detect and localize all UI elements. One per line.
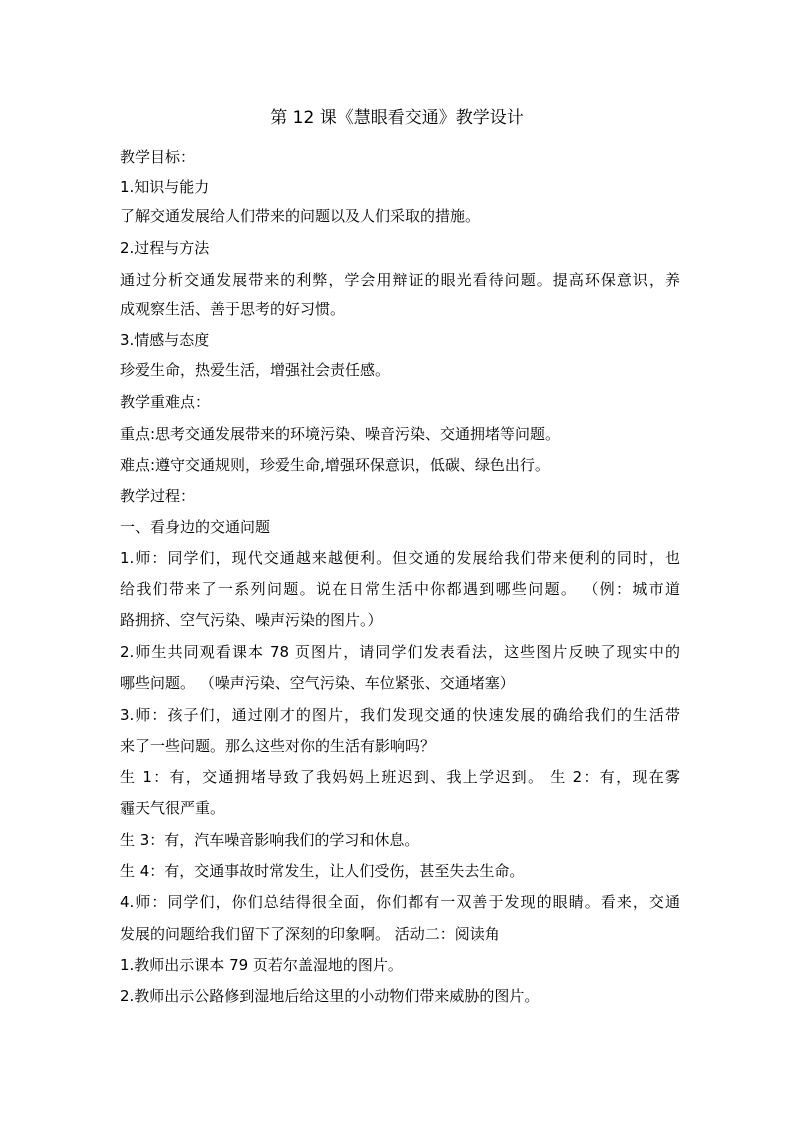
paragraph-line: 珍爱生命，热爱生活，增强社会责任感。 (120, 361, 391, 379)
paragraph-line: 1.教师出示课本 79 页若尔盖湿地的图片。 (120, 956, 403, 974)
paragraph-line: 霾天气很严重。 (120, 799, 226, 817)
section-heading-objectives: 教学目标： (120, 148, 196, 166)
paragraph-line: 4.师：同学们，你们总结得很全面，你们都有一双善于发现的眼睛。看来，交通 (120, 893, 680, 911)
paragraph-line: 2.师生共同观看课本 78 页图片，请同学们发表看法，这些图片反映了现实中的 (120, 643, 680, 661)
section-heading-process: 教学过程： (120, 487, 196, 505)
paragraph-line: 哪些问题。 （噪声污染、空气污染、车位紧张、交通堵塞） (120, 674, 515, 692)
paragraph-line: 成观察生活、善于思考的好习惯。 (120, 300, 346, 318)
paragraph-line: 发展的问题给我们留下了深刻的印象啊。 活动二：阅读角 (120, 925, 500, 943)
paragraph-line: 生 1：有，交通拥堵导致了我妈妈上班迟到、我上学迟到。 生 2：有，现在雾 (120, 768, 680, 786)
paragraph-line: 1.师：同学们，现代交通越来越便利。但交通的发展给我们带来便利的同时，也 (120, 549, 680, 567)
paragraph-line: 给我们带来了一系列问题。说在日常生活中你都遇到哪些问题。 （例：城市道 (120, 580, 680, 598)
subheading-emotion: 3.情感与态度 (120, 331, 210, 349)
paragraph-line: 2.教师出示公路修到湿地后给这里的小动物们带来威胁的图片。 (120, 987, 540, 1005)
subheading-knowledge: 1.知识与能力 (120, 178, 210, 196)
paragraph-line: 路拥挤、空气污染、噪声污染的图片。） (120, 611, 383, 629)
paragraph-line: 重点:思考交通发展带来的环境污染、噪音污染、交通拥堵等问题。 (120, 425, 561, 443)
paragraph-line: 了解交通发展给人们带来的问题以及人们采取的措施。 (120, 207, 481, 225)
paragraph-line: 通过分析交通发展带来的利弊，学会用辩证的眼光看待问题。提高环保意识，养 (120, 271, 680, 289)
subheading-process: 2.过程与方法 (120, 239, 210, 257)
paragraph-line: 3.师：孩子们，通过刚才的图片，我们发现交通的快速发展的确给我们的生活带 (120, 706, 680, 724)
subheading-part-one: 一、看身边的交通问题 (120, 518, 271, 536)
document-title: 第 12 课《慧眼看交通》教学设计 (270, 108, 524, 128)
paragraph-line: 生 3：有，汽车噪音影响我们的学习和休息。 (120, 831, 420, 849)
paragraph-line: 来了一些问题。那么这些对你的生活有影响吗？ (120, 737, 436, 755)
paragraph-line: 难点:遵守交通规则，珍爱生命,增强环保意识，低碳、绿色出行。 (120, 456, 550, 474)
section-heading-key-points: 教学重难点： (120, 393, 211, 411)
paragraph-line: 生 4：有，交通事故时常发生，让人们受伤，甚至失去生命。 (120, 862, 525, 880)
